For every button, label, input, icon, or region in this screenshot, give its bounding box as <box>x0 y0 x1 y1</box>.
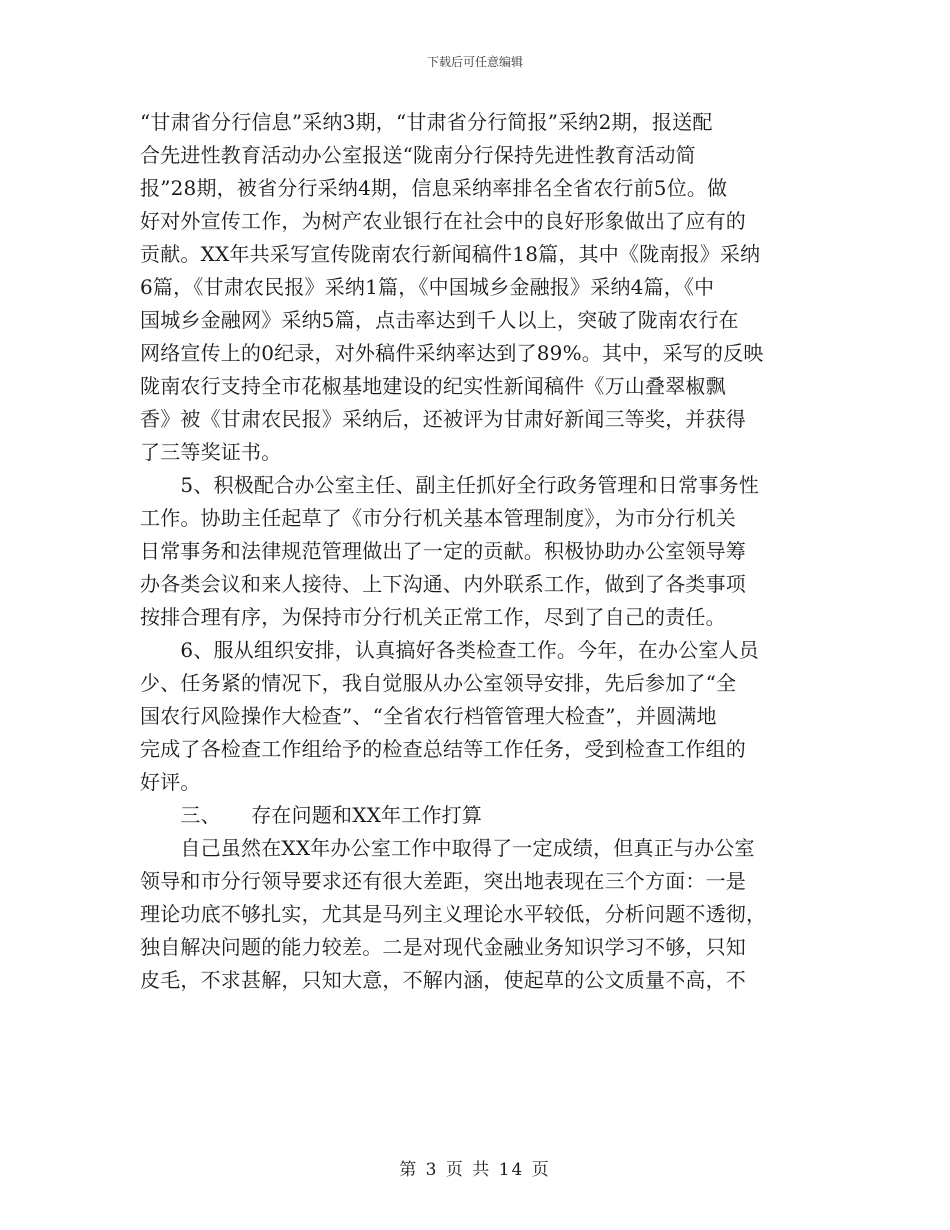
text-line: 6、服从组织安排，认真搞好各类检查工作。今年，在办公室人员 <box>140 638 759 662</box>
text-line: 6篇，《甘肃农民报》采纳1篇，《中国城乡金融报》采纳4篇，《中 <box>140 275 715 299</box>
text-line: 5、积极配合办公室主任、副主任抓好全行政务管理和日常事务性 <box>140 473 759 497</box>
page-header: 下载后可任意编辑 <box>426 55 523 69</box>
text-line: 完成了各检查工作组给予的检查总结等工作任务，受到检查工作组的 <box>140 737 746 761</box>
page-footer: 第 3 页 共 14 页 <box>399 1160 551 1180</box>
text-line: 国城乡金融网》采纳5篇，点击率达到千人以上，突破了陇南农行在 <box>140 308 739 332</box>
text-line: 好对外宣传工作，为树产农业银行在社会中的良好形象做出了应有的 <box>140 209 746 233</box>
document-body <box>140 106 815 997</box>
text-line: 独自解决问题的能力较差。二是对现代金融业务知识学习不够，只知 <box>140 935 746 959</box>
text-line: 报”28期，被省分行采纳4期，信息采纳率排名全省农行前5位。做 <box>140 176 728 200</box>
text-line: 合先进性教育活动办公室报送“陇南分行保持先进性教育活动简 <box>140 143 696 167</box>
text-line: 理论功底不够扎实，尤其是马列主义理论水平较低，分析问题不透彻， <box>140 902 767 926</box>
text-line: 少、任务紧的情况下，我自觉服从办公室领导安排，先后参加了“全 <box>140 671 737 695</box>
text-line: 领导和市分行领导要求还有很大差距，突出地表现在三个方面：一是 <box>140 869 746 893</box>
text-line: 皮毛，不求甚解，只知大意，不解内涵，使起草的公文质量不高，不 <box>140 968 746 992</box>
text-line: “甘肃省分行信息”采纳3期，“甘肃省分行简报”采纳2期，报送配 <box>140 110 713 134</box>
text-line: 日常事务和法律规范管理做出了一定的贡献。积极协助办公室领导筹 <box>140 539 746 563</box>
text-line: 工作。协助主任起草了《市分行机关基本管理制度》，为市分行机关 <box>140 506 736 530</box>
text-line: 自己虽然在XX年办公室工作中取得了一定成绩，但真正与办公室 <box>140 836 755 860</box>
text-line: 按排合理有序，为保持市分行机关正常工作，尽到了自己的责任。 <box>140 605 726 629</box>
text-line: 好评。 <box>140 770 201 794</box>
text-line: 了三等奖证书。 <box>140 440 282 464</box>
text-line: 网络宣传上的0纪录，对外稿件采纳率达到了89%。其中，采写的反映 <box>140 341 764 365</box>
text-line: 香》被《甘肃农民报》采纳后，还被评为甘肃好新闻三等奖，并获得 <box>140 407 746 431</box>
text-line: 三、 存在问题和XX年工作打算 <box>140 803 483 827</box>
text-line: 贡献。XX年共采写宣传陇南农行新闻稿件18篇，其中《陇南报》采纳 <box>140 242 761 266</box>
text-line: 办各类会议和来人接待、上下沟通、内外联系工作，做到了各类事项 <box>140 572 746 596</box>
text-line: 陇南农行支持全市花椒基地建设的纪实性新闻稿件《万山叠翠椒飘 <box>140 374 726 398</box>
text-line: 国农行风险操作大检查”、“全省农行档管管理大检查”，并圆满地 <box>140 704 717 728</box>
